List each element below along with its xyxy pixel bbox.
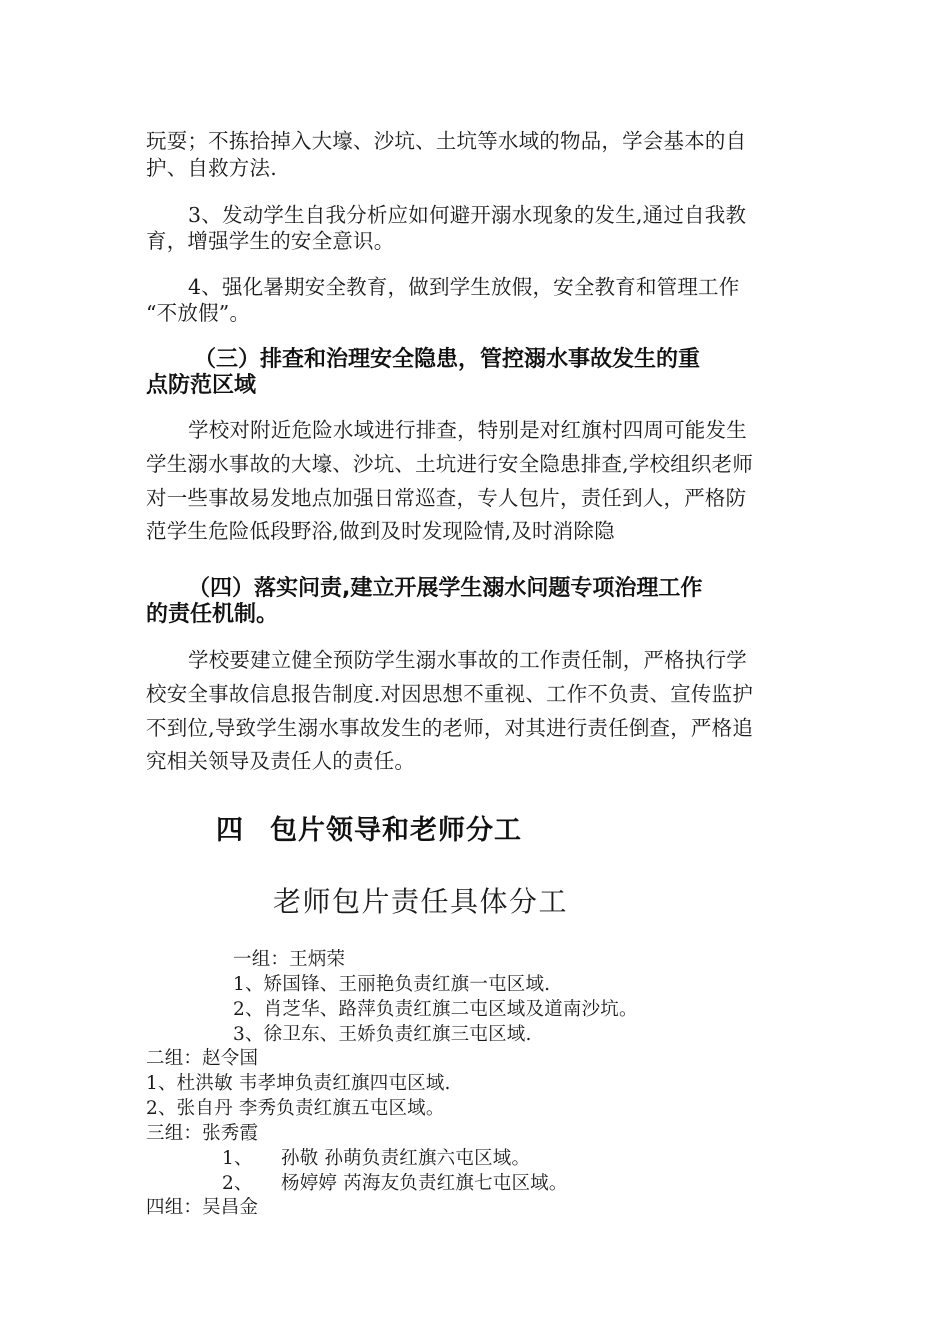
para3-line2: “不放假”。: [146, 301, 251, 325]
para2-line2: 育，增强学生的安全意识。: [146, 229, 395, 253]
group2-item2: 2、张自丹 李秀负责红旗五屯区域。: [146, 1098, 445, 1119]
group2-header: 二组：赵令国: [146, 1048, 259, 1069]
subtitle: 老师包片责任具体分工: [273, 885, 569, 918]
group3-item2-text: 杨婷婷 芮海友负责红旗七屯区域。: [281, 1173, 568, 1194]
group3-item1-number: 1、: [222, 1148, 253, 1169]
heading-3-line1: （三）排查和治理安全隐患，管控溺水事故发生的重: [194, 347, 701, 372]
para5-line2: 校安全事故信息报告制度.对因思想不重视、工作不负责、宣传监护: [146, 682, 754, 706]
section-title-text: 包片领导和老师分工: [270, 815, 522, 846]
para3-line1: 4、强化暑期安全教育，做到学生放假，安全教育和管理工作: [188, 275, 740, 299]
para1-line1: 玩耍；不拣拾掉入大壕、沙坑、土坑等水域的物品，学会基本的自: [146, 129, 747, 153]
group3-header: 三组：张秀霞: [146, 1123, 259, 1144]
group1-header: 一组：王炳荣: [233, 949, 346, 970]
para4-line3: 对一些事故易发地点加强日常巡查，专人包片，责任到人，严格防: [146, 486, 747, 510]
group1-item3: 3、徐卫东、王娇负责红旗三屯区域.: [233, 1024, 532, 1045]
para4-line2: 学生溺水事故的大壕、沙坑、土坑进行安全隐患排查,学校组织老师: [146, 452, 754, 476]
para5-line4: 究相关领导及责任人的责任。: [146, 749, 416, 773]
group3-item2-number: 2、: [222, 1173, 253, 1194]
group4-header: 四组：吴昌金: [146, 1197, 259, 1218]
group1-item2: 2、肖芝华、路萍负责红旗二屯区域及道南沙坑。: [233, 999, 638, 1020]
para4-line4: 范学生危险低段野浴,做到及时发现险情,及时消除隐: [146, 519, 615, 543]
para5-line1: 学校要建立健全预防学生溺水事故的工作责任制，严格执行学: [188, 648, 747, 672]
heading-3-line2: 点防范区域: [146, 373, 257, 398]
section-number: 四: [216, 815, 244, 846]
group3-item1-text: 孙敬 孙萌负责红旗六屯区域。: [281, 1148, 531, 1169]
heading-4-line2: 的责任机制。: [146, 602, 279, 627]
para4-line1: 学校对附近危险水域进行排查，特别是对红旗村四周可能发生: [188, 418, 747, 442]
heading-4-line1: （四）落实问责,建立开展学生溺水问题专项治理工作: [188, 576, 703, 601]
group2-item1: 1、杜洪敏 韦孝坤负责红旗四屯区域.: [146, 1073, 451, 1094]
section-title: [216, 808, 522, 847]
para2-line1: 3、发动学生自我分析应如何避开溺水现象的发生,通过自我教: [188, 203, 747, 227]
para1-line2: 护、自救方法.: [146, 156, 277, 180]
para5-line3: 不到位,导致学生溺水事故发生的老师，对其进行责任倒查，严格追: [146, 716, 754, 740]
group1-item1: 1、矫国锋、王丽艳负责红旗一屯区域.: [233, 974, 551, 995]
